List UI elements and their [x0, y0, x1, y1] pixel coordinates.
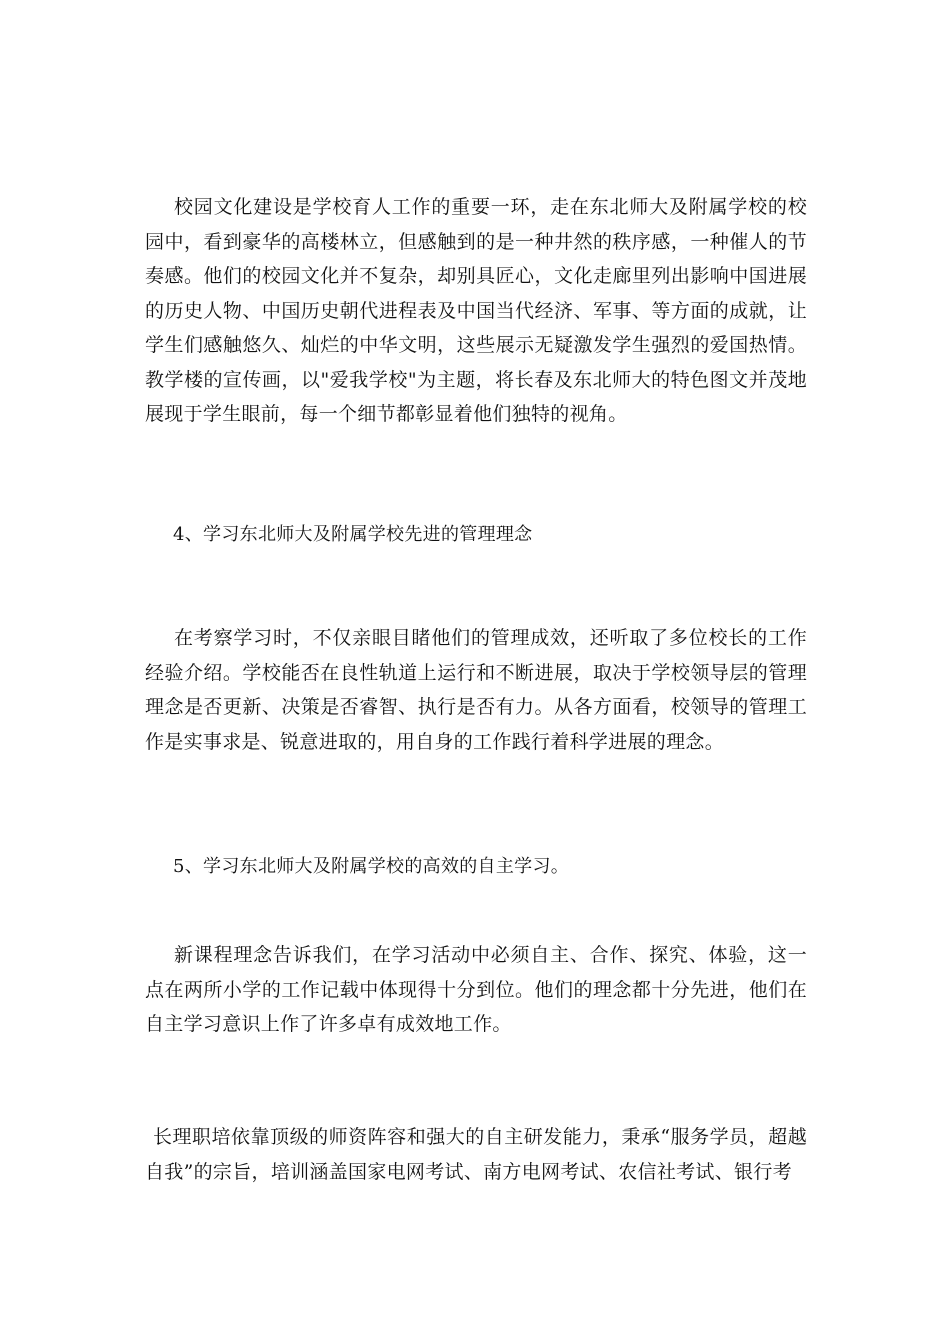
section-heading-5: 5、学习东北师大及附属学校的高效的自主学习。: [173, 856, 570, 877]
paragraph-campus-culture: 校园文化建设是学校育人工作的重要一环，走在东北师大及附属学校的校园中，看到豪华的高楼林立，但感触到的是一种井然的秩序感，一种催人的节奏感。他们的校园文化并不复杂，却别具匠心，文化走廊里列出影响中国进展的历史人物、中国历史朝代进程表及中国当代经济、军事、等方面的成就，让学生们感触悠久、灿烂的中华文明，这些展示无疑激发学生强烈的爱国热情。教学楼的宣传画，以"爱我学校"为主题，将长春及东北师大的特色图文并茂地展现于学生眼前，每一个细节都彰显着他们独特的视角。: [145, 196, 807, 425]
paragraph-training-ad: 长理职培依靠顶级的师资阵容和强大的自主研发能力，秉承“服务学员，超越自我”的宗旨，培训涵盖国家电网考试、南方电网考试、农信社考试、银行考: [145, 1126, 807, 1183]
paragraph-management: 在考察学习时，不仅亲眼目睹他们的管理成效，还听取了多位校长的工作经验介绍。学校能否在良性轨道上运行和不断进展，取决于学校领导层的管理理念是否更新、决策是否睿智、执行是否有力。从各方面看，校领导的管理工作是实事求是、锐意进取的，用自身的工作践行着科学进展的理念。: [145, 627, 807, 753]
section-heading-4: 4、学习东北师大及附属学校先进的管理理念: [173, 524, 533, 545]
paragraph-self-study: 新课程理念告诉我们，在学习活动中必须自主、合作、探究、体验，这一点在两所小学的工作记载中体现得十分到位。他们的理念都十分先进，他们在自主学习意识上作了许多卓有成效地工作。: [145, 944, 807, 1035]
